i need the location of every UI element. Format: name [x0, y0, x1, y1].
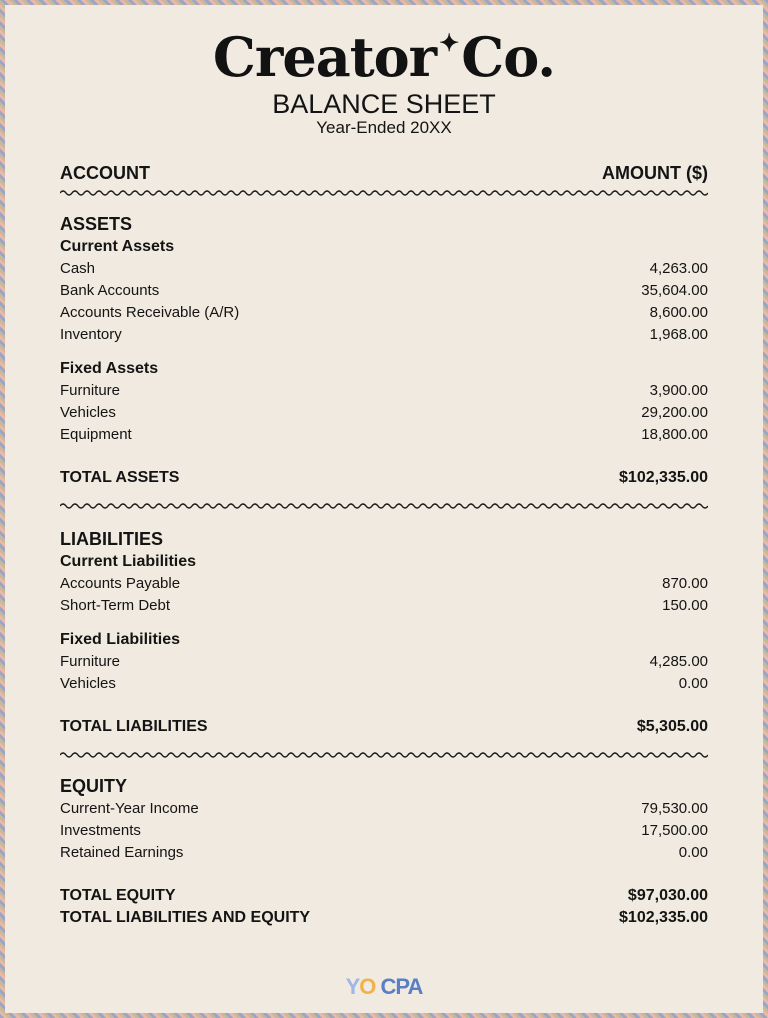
fixed-liabilities-title-text: Fixed Liabilities	[60, 631, 181, 648]
line-item-amount: 8,600.00	[649, 304, 708, 321]
section-title-liabilities	[60, 527, 708, 551]
assets-fixed-items-row	[60, 402, 708, 424]
assets-fixed-items-row	[60, 424, 708, 446]
line-item-label: Accounts Receivable (A/R)	[60, 304, 240, 321]
line-item-amount: 79,530.00	[641, 800, 708, 817]
section-title-assets	[60, 212, 708, 236]
line-item-label: Bank Accounts	[60, 282, 160, 299]
current-liabilities-title-text: Current Liabilities	[60, 553, 197, 570]
section-title-equity	[60, 774, 708, 798]
line-item-amount: 3,900.00	[649, 382, 708, 399]
current-liabilities-list	[60, 573, 708, 617]
subsection-title-current-liabilities	[60, 551, 708, 573]
total-liabilities-and-equity-label: TOTAL LIABILITIES AND EQUITY	[60, 909, 311, 926]
document-title: BALANCE SHEET	[272, 89, 496, 119]
line-item-label: Accounts Payable	[60, 575, 181, 592]
total-liabilities-row	[60, 716, 708, 738]
line-item-label: Investments	[60, 822, 141, 839]
line-item-amount: 4,285.00	[649, 653, 708, 670]
line-item-label: Furniture	[60, 382, 121, 399]
line-item-amount: 0.00	[678, 675, 708, 692]
line-item-label: Vehicles	[60, 675, 116, 692]
subsection-title-fixed-assets	[60, 358, 708, 380]
line-item-amount: 150.00	[662, 597, 708, 614]
assets-title-text: ASSETS	[60, 214, 133, 234]
line-item-amount: 870.00	[662, 575, 708, 592]
column-account-label: ACCOUNT	[60, 163, 150, 183]
liabilities-title-text: LIABILITIES	[60, 529, 163, 549]
brand-logo	[213, 24, 555, 90]
equity-items-row	[60, 820, 708, 842]
line-item-label: Furniture	[60, 653, 121, 670]
total-liabilities-and-equity-row	[60, 907, 708, 929]
line-item-label: Short-Term Debt	[60, 597, 171, 614]
sheet-content	[60, 160, 708, 929]
line-item-amount: 18,800.00	[641, 426, 708, 443]
liabilities-fixed-items-row	[60, 651, 708, 673]
logo-letter-o: O	[359, 974, 376, 999]
total-assets-amount: $102,335.00	[619, 469, 708, 486]
line-item-label: Retained Earnings	[60, 844, 184, 861]
assets-current-items-row	[60, 258, 708, 280]
fixed-assets-list	[60, 380, 708, 446]
brand-name-left: Creator	[212, 25, 437, 89]
assets-fixed-items-row	[60, 380, 708, 402]
brand-name-right: Co.	[461, 25, 556, 89]
equity-items-row	[60, 842, 708, 864]
line-item-label: Inventory	[60, 326, 122, 343]
total-liabilities-label: TOTAL LIABILITIES	[60, 718, 208, 735]
current-assets-title-text: Current Assets	[60, 238, 175, 255]
fixed-assets-title-text: Fixed Assets	[60, 360, 159, 377]
logo-letter-y: Y	[345, 974, 360, 999]
equity-title-text: EQUITY	[60, 776, 128, 796]
line-item-amount: 4,263.00	[649, 260, 708, 277]
fixed-liabilities-list	[60, 651, 708, 695]
liabilities-current-items-row	[60, 573, 708, 595]
equity-items-row	[60, 798, 708, 820]
line-item-amount: 0.00	[678, 844, 708, 861]
total-equity-label: TOTAL EQUITY	[60, 887, 176, 904]
liabilities-fixed-items-row	[60, 673, 708, 695]
column-amount-label: AMOUNT ($)	[602, 163, 708, 183]
sparkle-icon: ✦	[439, 28, 459, 57]
wavy-divider	[60, 501, 708, 511]
total-assets-row	[60, 467, 708, 489]
subsection-title-current-assets	[60, 236, 708, 258]
wavy-divider	[60, 750, 708, 760]
assets-current-items-row	[60, 324, 708, 346]
document-subtitle: Year-Ended 20XX	[316, 118, 452, 137]
line-item-label: Current-Year Income	[60, 800, 199, 817]
line-item-label: Vehicles	[60, 404, 116, 421]
subsection-title-fixed-liabilities	[60, 629, 708, 651]
liabilities-current-items-row	[60, 595, 708, 617]
line-item-label: Equipment	[60, 426, 132, 443]
total-equity-amount: $97,030.00	[627, 887, 708, 904]
yocpa-logo	[0, 974, 768, 1000]
logo-yo	[346, 974, 381, 999]
line-item-label: Cash	[60, 260, 96, 277]
wavy-divider	[60, 188, 708, 198]
total-equity-row	[60, 885, 708, 907]
line-item-amount: 17,500.00	[641, 822, 708, 839]
line-item-amount: 1,968.00	[649, 326, 708, 343]
column-header-row	[60, 160, 708, 186]
current-assets-list	[60, 258, 708, 346]
total-liabilities-amount: $5,305.00	[636, 718, 708, 735]
logo-cpa: CPA	[380, 974, 423, 999]
assets-current-items-row	[60, 280, 708, 302]
document-header	[0, 24, 768, 138]
line-item-amount: 35,604.00	[641, 282, 708, 299]
line-item-amount: 29,200.00	[641, 404, 708, 421]
total-liabilities-and-equity-amount: $102,335.00	[619, 909, 708, 926]
assets-current-items-row	[60, 302, 708, 324]
equity-list	[60, 798, 708, 864]
total-assets-label: TOTAL ASSETS	[60, 469, 180, 486]
